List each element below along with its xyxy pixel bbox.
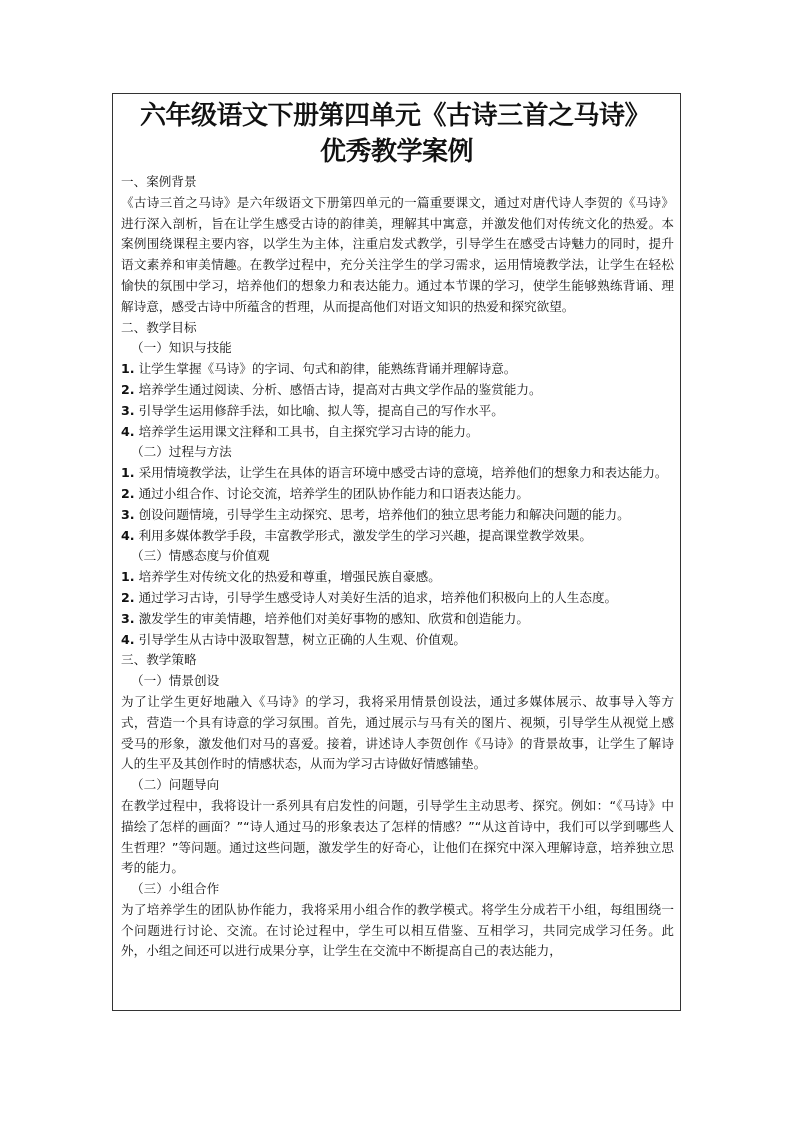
document-frame [112,93,681,1011]
list-item-number: 3. [121,506,135,522]
list-item [121,401,674,422]
subsection-heading: （二）过程与方法 [131,444,232,460]
list-item-text: 创设问题情境，引导学生主动探究、思考，培养他们的独立思考能力和解决问题的能力。 [138,506,630,522]
list-item-text: 利用多媒体教学手段，丰富教学形式，激发学生的学习兴趣，提高课堂教学效果。 [138,527,592,543]
title-line-2: 优秀教学案例 [319,137,473,167]
list-item-text: 培养学生运用课文注释和工具书，自主探究学习古诗的能力。 [138,423,479,439]
list-item-number: 1. [121,569,135,585]
list-item [121,463,674,484]
list-item-number: 1. [121,465,135,481]
list-item-number: 3. [121,402,135,418]
list-item-text: 培养学生对传统文化的热爱和尊重，增强民族自豪感。 [138,569,441,585]
list-item-text: 引导学生运用修辞手法，如比喻、拟人等，提高自己的写作水平。 [138,402,504,418]
list-item-text: 激发学生的审美情趣，培养他们对美好事物的感知、欣赏和创造能力。 [138,610,529,626]
list-item [121,422,674,443]
subsection-heading: （三）小组合作 [131,881,220,897]
list-item-text: 引导学生从古诗中汲取智慧，树立正确的人生观、价值观。 [138,631,467,647]
list-item-number: 4. [121,527,135,543]
list-item [121,505,674,526]
list-item [121,630,674,651]
list-item [121,484,674,505]
list-item-text: 培养学生通过阅读、分析、感悟古诗，提高对古典文学作品的鉴赏能力。 [138,381,542,397]
section-heading: 一、案例背景 [121,174,197,189]
list-item-text: 通过小组合作、讨论交流，培养学生的团队协作能力和口语表达能力。 [138,485,529,501]
list-item [121,380,674,401]
subsection-heading: （二）问题导向 [131,777,220,793]
list-item-text: 采用情境教学法，让学生在具体的语言环境中感受古诗的意境，培养他们的想象力和表达能力。 [138,465,668,481]
list-item-number: 3. [121,610,135,626]
list-item [121,567,674,588]
section-heading: 二、教学目标 [121,319,197,335]
list-item-number: 2. [121,589,135,605]
list-item-number: 4. [121,423,135,439]
paragraph: 为了培养学生的团队协作能力，我将采用小组合作的教学模式。将学生分成若干小组，每组围绕一个问题进行讨论、交流。在讨论过程中，学生可以相互借鉴、互相学习，共同完成学习任务。此外，小组之间还可以进行成果分享，让学生在交流中不断提高自己的表达能力， [121,901,674,959]
list-item [121,526,674,547]
list-item-number: 2. [121,381,135,397]
paragraph: 在教学过程中，我将设计一系列具有启发性的问题，引导学生主动思考、探究。例如：“《马诗》中描绘了怎样的画面？”“诗人通过马的形象表达了怎样的情感？”“从这首诗中，我们可以学到哪些人生哲理？”等问题。通过这些问题，激发学生的好奇心，让他们在探究中深入理解诗意，培养独立思考的能力。 [121,797,674,876]
list-item [121,609,674,630]
title-line-1: 六年级语文下册第四单元《古诗三首之马诗》 [139,101,650,131]
paragraph: 《古诗三首之马诗》是六年级语文下册第四单元的一篇重要课文，通过对唐代诗人李贺的《马诗》进行深入剖析，旨在让学生感受古诗的韵律美，理解其中寓意，并激发他们对传统文化的热爱。本案例围绕课程主要内容，以学生为主体，注重启发式教学，引导学生在感受古诗魅力的同时，提升语文素养和审美情趣。在教学过程中，充分关注学生的学习需求，运用情境教学法，让学生在轻松愉快的氛围中学习，培养他们的想象力和表达能力。通过本节课的学习，使学生能够熟练背诵、理解诗意，感受古诗中所蕴含的哲理，从而提高他们对语文知识的热爱和探究欲望。 [121,194,674,314]
paragraph: 为了让学生更好地融入《马诗》的学习，我将采用情景创设法，通过多媒体展示、故事导入等方式，营造一个具有诗意的学习氛围。首先，通过展示与马有关的图片、视频，引导学生从视觉上感受马的形象，激发他们对马的喜爱。接着，讲述诗人李贺创作《马诗》的背景故事，让学生了解诗人的生平及其创作时的情感状态，从而为学习古诗做好情感铺垫。 [121,693,674,772]
list-item-number: 4. [121,631,135,647]
subsection-heading: （一）知识与技能 [131,340,232,356]
list-item [121,588,674,609]
list-item-text: 通过学习古诗，引导学生感受诗人对美好生活的追求，培养他们积极向上的人生态度。 [138,589,618,605]
document-body [113,170,680,962]
section-heading: 三、教学策略 [121,652,197,668]
list-item [121,359,674,380]
list-item-number: 1. [121,361,135,377]
document-title [113,94,680,170]
subsection-heading: （三）情感态度与价值观 [131,548,270,564]
subsection-heading: （一）情景创设 [131,673,220,689]
list-item-text: 让学生掌握《马诗》的字词、句式和韵律，能熟练背诵并理解诗意。 [138,361,517,377]
list-item-number: 2. [121,485,135,501]
